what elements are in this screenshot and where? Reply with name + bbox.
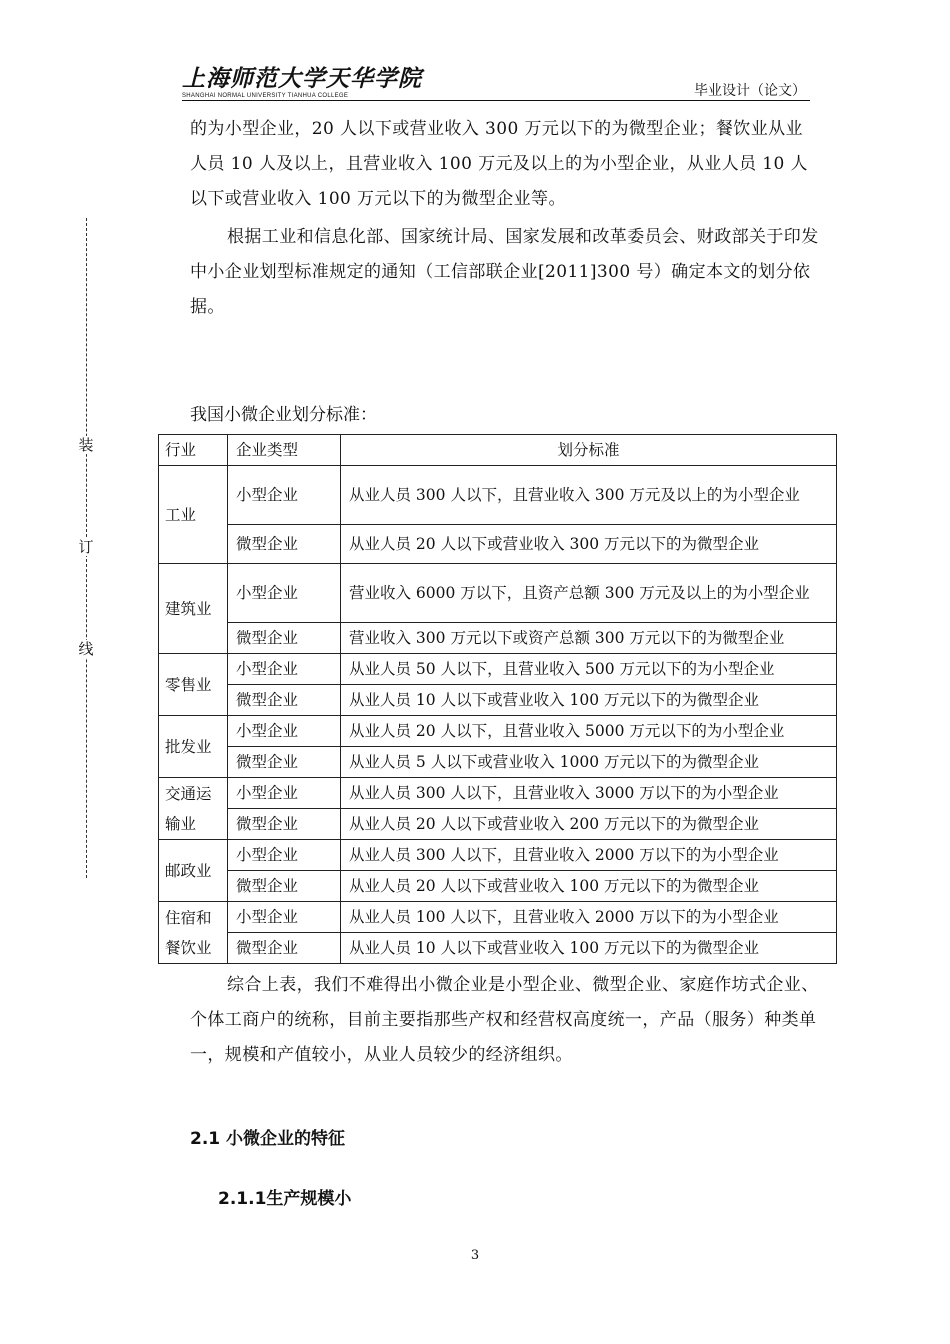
logo-chinese-name: 上海师范大学天华学院 bbox=[182, 65, 422, 92]
table-row bbox=[159, 716, 837, 747]
type-cell: 微型企业 bbox=[228, 871, 341, 902]
table-row bbox=[159, 747, 837, 778]
binding-char-ding: 订 bbox=[78, 538, 94, 556]
type-cell: 小型企业 bbox=[228, 466, 341, 525]
binding-char-zhuang: 装 bbox=[78, 436, 94, 454]
standard-cell: 从业人员 20 人以下，且营业收入 5000 万元以下的为小型企业 bbox=[341, 716, 837, 747]
paragraph-summary: 综合上表，我们不难得出小微企业是小型企业、微型企业、家庭作坊式企业、个体工商户的统称，目前主要指那些产权和经营权高度统一，产品（服务）种类单一，规模和产值较小，从业人员较少的经济组织。 bbox=[190, 975, 819, 1065]
table-header-row bbox=[159, 435, 837, 466]
table-row bbox=[159, 902, 837, 933]
section-heading: 2.1 小微企业的特征 bbox=[190, 1129, 346, 1149]
header-industry: 行业 bbox=[159, 435, 228, 466]
standard-cell: 从业人员 5 人以下或营业收入 1000 万元以下的为微型企业 bbox=[341, 747, 837, 778]
type-cell: 小型企业 bbox=[228, 564, 341, 623]
industry-cell: 建筑业 bbox=[159, 564, 228, 654]
type-cell: 微型企业 bbox=[228, 623, 341, 654]
table-row bbox=[159, 871, 837, 902]
document-type-label: 毕业设计（论文） bbox=[694, 83, 806, 99]
standard-cell: 从业人员 20 人以下或营业收入 200 万元以下的为微型企业 bbox=[341, 809, 837, 840]
standard-cell: 从业人员 100 人以下，且营业收入 2000 万以下的为小型企业 bbox=[341, 902, 837, 933]
college-logo bbox=[182, 65, 422, 100]
standard-cell: 从业人员 300 人以下，且营业收入 3000 万以下的为小型企业 bbox=[341, 778, 837, 809]
table-row bbox=[159, 933, 837, 964]
industry-cell: 住宿和餐饮业 bbox=[159, 902, 228, 964]
header-divider bbox=[182, 100, 810, 101]
industry-cell: 零售业 bbox=[159, 654, 228, 716]
type-cell: 小型企业 bbox=[228, 654, 341, 685]
industry-cell: 工业 bbox=[159, 466, 228, 564]
table-row bbox=[159, 564, 837, 623]
table-row bbox=[159, 809, 837, 840]
type-cell: 小型企业 bbox=[228, 716, 341, 747]
paragraph-continued: 的为小型企业，20 人以下或营业收入 300 万元以下的为微型企业；餐饮业从业人员 10 人及以上，且营业收入 100 万元及以上的为小型企业，从业人员 10 人以下或营业收入 100 万元以下的为微型企业等。 bbox=[190, 119, 808, 209]
table-caption: 我国小微企业划分标准： bbox=[190, 405, 377, 425]
paragraph-basis: 根据工业和信息化部、国家统计局、国家发展和改革委员会、财政部关于印发中小企业划型标准规定的通知（工信部联企业[2011]300 号）确定本文的划分依据。 bbox=[190, 227, 819, 317]
standard-cell: 从业人员 20 人以下或营业收入 100 万元以下的为微型企业 bbox=[341, 871, 837, 902]
standard-cell: 从业人员 50 人以下，且营业收入 500 万元以下的为小型企业 bbox=[341, 654, 837, 685]
standard-cell: 从业人员 10 人以下或营业收入 100 万元以下的为微型企业 bbox=[341, 685, 837, 716]
type-cell: 微型企业 bbox=[228, 685, 341, 716]
header-standard: 划分标准 bbox=[341, 435, 837, 466]
standard-cell: 从业人员 300 人以下，且营业收入 2000 万以下的为小型企业 bbox=[341, 840, 837, 871]
industry-cell: 批发业 bbox=[159, 716, 228, 778]
table-row bbox=[159, 840, 837, 871]
page-number: 3 bbox=[470, 1248, 480, 1263]
type-cell: 小型企业 bbox=[228, 902, 341, 933]
logo-english-name: SHANGHAI NORMAL UNIVERSITY TIANHUA COLLEGE bbox=[182, 93, 349, 99]
enterprise-classification-table bbox=[158, 434, 837, 964]
table-row bbox=[159, 654, 837, 685]
standard-cell: 营业收入 300 万元以下或资产总额 300 万元以下的为微型企业 bbox=[341, 623, 837, 654]
type-cell: 小型企业 bbox=[228, 840, 341, 871]
type-cell: 微型企业 bbox=[228, 933, 341, 964]
header-enterprise-type: 企业类型 bbox=[228, 435, 341, 466]
table-row bbox=[159, 685, 837, 716]
industry-cell: 交通运输业 bbox=[159, 778, 228, 840]
type-cell: 微型企业 bbox=[228, 809, 341, 840]
standard-cell: 营业收入 6000 万以下，且资产总额 300 万元及以上的为小型企业 bbox=[341, 564, 837, 623]
standard-cell: 从业人员 10 人以下或营业收入 100 万元以下的为微型企业 bbox=[341, 933, 837, 964]
industry-cell: 邮政业 bbox=[159, 840, 228, 902]
subsection-heading: 2.1.1生产规模小 bbox=[218, 1189, 352, 1209]
table-row bbox=[159, 778, 837, 809]
type-cell: 小型企业 bbox=[228, 778, 341, 809]
table-row bbox=[159, 466, 837, 525]
standard-cell: 从业人员 300 人以下，且营业收入 300 万元及以上的为小型企业 bbox=[341, 466, 837, 525]
standard-cell: 从业人员 20 人以下或营业收入 300 万元以下的为微型企业 bbox=[341, 525, 837, 564]
type-cell: 微型企业 bbox=[228, 525, 341, 564]
table-row bbox=[159, 525, 837, 564]
type-cell: 微型企业 bbox=[228, 747, 341, 778]
table-row bbox=[159, 623, 837, 654]
binding-char-xian: 线 bbox=[78, 640, 94, 658]
